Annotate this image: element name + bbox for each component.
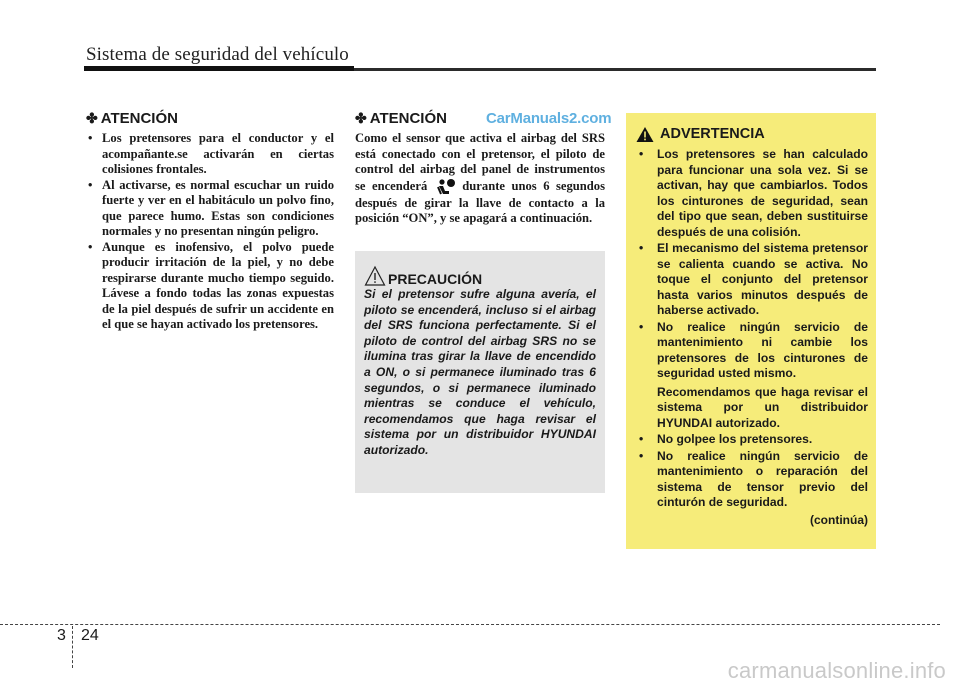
footer-dashed-rule (0, 624, 940, 625)
list-item: • No realice ningún servicio de mantenimiento o reparación del sistema de tensor previo del cinturón de seguridad. (636, 449, 868, 511)
header-rule-accent (84, 66, 354, 71)
list-item: • El mecanismo del sistema pretensor se calienta cuando se activa. No toque el conjunto del pretensor hasta varios minutos después de haberse activado. (636, 241, 868, 319)
continues-label: (continúa) (810, 512, 868, 527)
page-number: 24 (81, 627, 99, 644)
warning-header (636, 121, 868, 147)
watermark-logo: CarManuals2.com (486, 110, 612, 127)
triangle-outline-icon (364, 265, 386, 287)
caution-body: Si el pretensor sufre alguna avería, el piloto se encenderá, incluso si el airbag del SRS funciona perfectamente. Si el piloto de control del airbag SRS no se ilumina tras girar la llave de encendido a ON, o si permanece iluminado tras 6 segundos, o si permanece iluminado mientras se conduce el vehículo, recomendamos que haga revisar el sistema por un distribuidor HYUNDAI autorizado. (364, 287, 596, 457)
list-item: • Los pretensores para el conductor y el acompañante.se activarán en ciertas colisiones frontales. (86, 131, 334, 178)
paragraph-text-after: durante unos 6 segundos después de girar la llave de contacto a la posición “ON”, y se apagará a continuación. (355, 178, 605, 225)
footer-dashed-divider (72, 626, 73, 668)
attention-list-left (86, 131, 334, 333)
attention-title-text: ATENCIÓN (369, 110, 447, 127)
caution-title: PRECAUCIÓN (388, 271, 483, 287)
list-item: • No golpee los pretensores. (636, 432, 868, 448)
star-cross-icon: ✤ (86, 110, 98, 126)
list-item: • Al activarse, es normal escuchar un ruido fuerte y ver en el habitáculo un polvo fino, que parece humo. Estas son condiciones normales y no presentan ningún peligro. (86, 178, 334, 240)
attention-paragraph (355, 131, 605, 227)
star-cross-icon: ✤ (355, 110, 367, 126)
attention-title-text: ATENCIÓN (100, 110, 178, 127)
caution-box (355, 251, 605, 493)
site-watermark: carmanualsonline.info (727, 658, 946, 683)
triangle-filled-icon (636, 126, 654, 143)
attention-title-left (86, 110, 334, 127)
chapter-number: 3 (57, 627, 66, 644)
list-item (636, 320, 868, 432)
airbag-warning-icon (434, 178, 456, 196)
list-item-text: No realice ningún servicio de mantenimiento ni cambie los pretensores de los cinturones de seguridad usted mismo. (657, 319, 868, 380)
warning-box (626, 113, 876, 549)
paragraph-text-before: Como el sensor que activa el airbag del SRS está conectado con el pretensor, el piloto de control del airbag del panel de instrumentos se encenderá (355, 131, 605, 193)
warning-title: ADVERTENCIA (660, 126, 765, 142)
list-item-subparagraph: Recomendamos que haga revisar el sistema por un distribuidor HYUNDAI autorizado. (657, 384, 868, 430)
page-header-title: Sistema de seguridad del vehículo (86, 44, 349, 65)
attention-section-middle (355, 110, 605, 227)
caution-header (364, 259, 596, 287)
list-item: • Los pretensores se han calculado para funcionar una sola vez. Si se activan, hay que cambiarlos. Todos los cinturones de seguridad, sean del tipo que sean, deben sustituirse después de una colisión. (636, 147, 868, 240)
list-item: • Aunque es inofensivo, el polvo puede producir irritación de la piel, y no debe respirarse durante mucho tiempo seguido. Lávese a fondo todas las zonas expuestas de la piel después de sufrir un accidente en el que se hayan activado los pretensores. (86, 240, 334, 333)
warning-list (636, 147, 868, 511)
attention-section-left (86, 110, 334, 333)
